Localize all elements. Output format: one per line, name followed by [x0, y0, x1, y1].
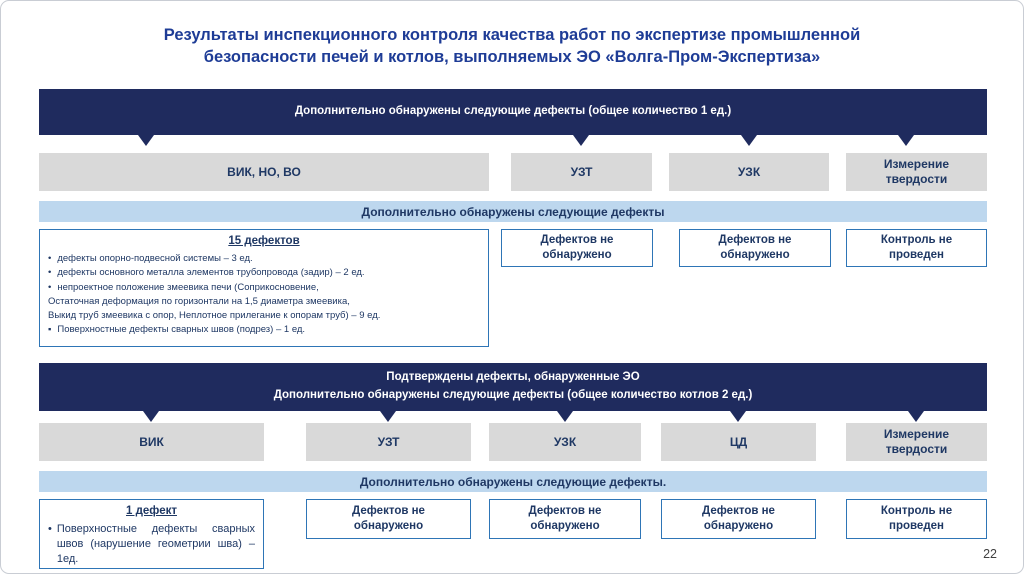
defect-line: [48, 522, 255, 567]
defect-text: Выкид труб змеевика с опор, Неплотное прилегание к опорам труб) – 9 ед.: [48, 310, 381, 321]
result-box-cd: [661, 499, 816, 539]
section2-header-bar: [39, 363, 987, 411]
section1-header-text: Дополнительно обнаружены следующие дефекты (общее количество 1 ед.): [294, 105, 732, 118]
result-text: Дефектов не обнаружено: [540, 234, 614, 261]
down-arrow-icon: [573, 135, 589, 146]
slide-title-line1: Результаты инспекционного контроля качества работ по экспертизе промышленной: [163, 26, 861, 44]
result-box-hardness: [846, 229, 987, 267]
defect-line: [48, 252, 480, 266]
method-label: ЦД: [729, 434, 748, 449]
method-label: Измерение твердости: [883, 427, 950, 456]
down-arrow-icon: [741, 135, 757, 146]
result-text: Дефектов не обнаружено: [352, 505, 425, 532]
method-label: ВИК: [139, 434, 164, 449]
bullet-icon: •: [48, 523, 52, 535]
section1-defects-box: [39, 229, 489, 347]
defects-count-title: 15 дефектов: [228, 235, 300, 247]
result-text: Дефектов не обнаружено: [528, 505, 602, 532]
defect-line: [48, 323, 480, 337]
defect-text: непроектное положение змеевика печи (Соприкосновение,: [57, 281, 319, 293]
slide-title: [1, 24, 1023, 69]
defect-line: [48, 281, 480, 295]
result-box-uzt: [306, 499, 471, 539]
method-box-uzk: [669, 153, 829, 191]
result-text: Контроль не проведен: [880, 505, 953, 532]
defect-line: [48, 266, 480, 280]
method-label: УЗТ: [377, 434, 400, 449]
down-arrow-icon: [557, 411, 573, 422]
bullet-icon: •: [48, 267, 52, 279]
section2-defects-box: [39, 499, 264, 569]
defect-text: дефекты опорно-подвесной системы – 3 ед.: [57, 253, 253, 264]
section1-subheader-text: Дополнительно обнаружены следующие дефекты: [361, 204, 665, 219]
down-arrow-icon: [898, 135, 914, 146]
slide-title-line2: безопасности печей и котлов, выполняемых ЭО «Волга-Пром-Экспертиза»: [203, 48, 821, 67]
section2-header-line1: Подтверждены дефекты, обнаруженные ЭО: [386, 371, 640, 384]
method-box-uzt: [511, 153, 652, 191]
method-box-hardness: [846, 153, 987, 191]
result-box-uzk: [679, 229, 831, 267]
method-box-uzt: [306, 423, 471, 461]
method-label: УЗК: [737, 164, 761, 179]
bullet-icon: •: [48, 281, 52, 293]
defect-line: [48, 309, 480, 323]
result-text: Дефектов не обнаружено: [702, 505, 775, 532]
result-text: Дефектов не обнаружено: [718, 234, 792, 261]
down-arrow-icon: [730, 411, 746, 422]
section1-header-bar: [39, 89, 987, 135]
down-arrow-icon: [908, 411, 924, 422]
defect-text: Поверхностные дефекты сварных швов (нарушение геометрии шва) – 1ед.: [56, 523, 255, 565]
section2-subheader-bar: [39, 471, 987, 492]
method-label: ВИК, НО, ВО: [227, 164, 301, 179]
method-label: Измерение твердости: [883, 157, 950, 186]
down-arrow-icon: [138, 135, 154, 146]
bullet-icon: •: [48, 253, 52, 264]
method-box-uzk: [489, 423, 641, 461]
defects-count-title: 1 дефект: [126, 505, 177, 517]
method-box-vik-no-vo: [39, 153, 489, 191]
defect-text: Поверхностные дефекты сварных швов (подрез) – 1 ед.: [57, 324, 306, 336]
section2-subheader-text: Дополнительно обнаружены следующие дефекты.: [359, 474, 667, 489]
page-number: 22: [983, 547, 997, 561]
bullet-icon: ▪: [48, 324, 52, 336]
result-box-hardness: [846, 499, 987, 539]
defect-line: [48, 295, 480, 309]
method-label: УЗТ: [570, 164, 593, 179]
section1-subheader-bar: [39, 201, 987, 222]
method-box-cd: [661, 423, 816, 461]
result-text: Контроль не проведен: [880, 234, 953, 261]
down-arrow-icon: [143, 411, 159, 422]
result-box-uzt: [501, 229, 653, 267]
result-box-uzk: [489, 499, 641, 539]
down-arrow-icon: [380, 411, 396, 422]
section2-header-line2: Дополнительно обнаружены следующие дефекты (общее количество котлов 2 ед.): [273, 389, 753, 401]
method-box-hardness: [846, 423, 987, 461]
method-label: УЗК: [553, 434, 577, 449]
defect-text: Остаточная деформация по горизонтали на 1,5 диаметра змеевика,: [48, 295, 350, 307]
defect-text: дефекты основного металла элементов трубопровода (задир) – 2 ед.: [57, 267, 365, 279]
method-box-vik: [39, 423, 264, 461]
